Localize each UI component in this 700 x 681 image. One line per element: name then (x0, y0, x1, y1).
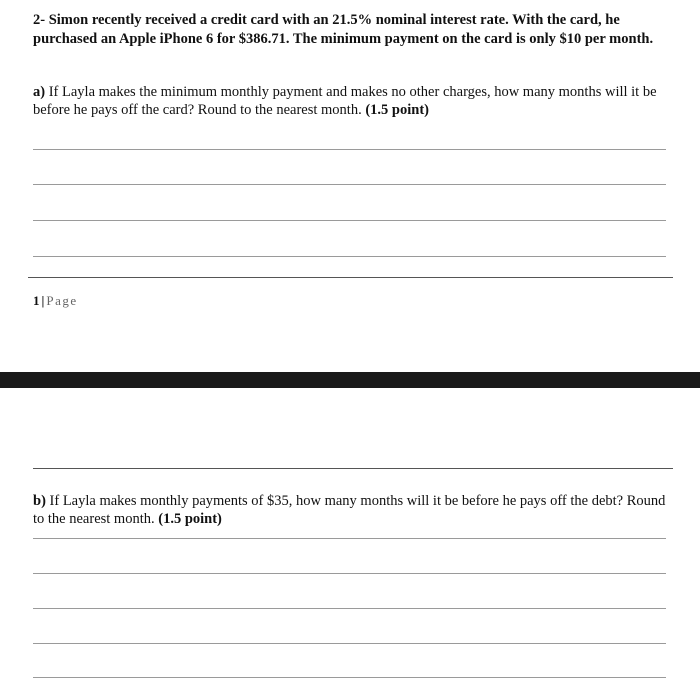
answer-line (33, 149, 666, 150)
part-a-points: (1.5 point) (365, 102, 429, 118)
answer-line (33, 677, 666, 678)
page-footer-rule (28, 277, 673, 278)
page-number: 1 (33, 293, 40, 308)
answer-line (33, 184, 666, 185)
part-a-prompt (33, 83, 673, 119)
question-2-statement: 2- Simon recently received a credit card with an 21.5% nominal interest rate. With the card, he purchased an Apple iPhone 6 for $386.71. The minimum payment on the card is only $10 per month. (33, 12, 654, 47)
part-b-points: (1.5 point) (158, 511, 222, 527)
worksheet-page-2 (0, 388, 700, 681)
part-a-label: a) (33, 84, 46, 100)
part-b-text: If Layla makes monthly payments of $35, how many months will it be before he pays off the debt? Round to the nearest month. (33, 493, 666, 527)
answer-line (33, 573, 666, 574)
answer-line (33, 643, 666, 644)
answer-line (33, 220, 666, 221)
page-separator: | (41, 293, 45, 308)
page-word: Page (46, 293, 78, 308)
page-header-rule (33, 468, 673, 469)
answer-line (33, 538, 666, 539)
answer-line (33, 256, 666, 257)
part-a-text: If Layla makes the minimum monthly payment and makes no other charges, how many months will it be before he pays off the card? Round to the nearest month. (33, 84, 657, 118)
part-b-prompt (33, 492, 673, 528)
page-footer (33, 293, 78, 309)
part-b-label: b) (33, 493, 46, 509)
page-break-band (0, 372, 700, 388)
answer-line (33, 608, 666, 609)
